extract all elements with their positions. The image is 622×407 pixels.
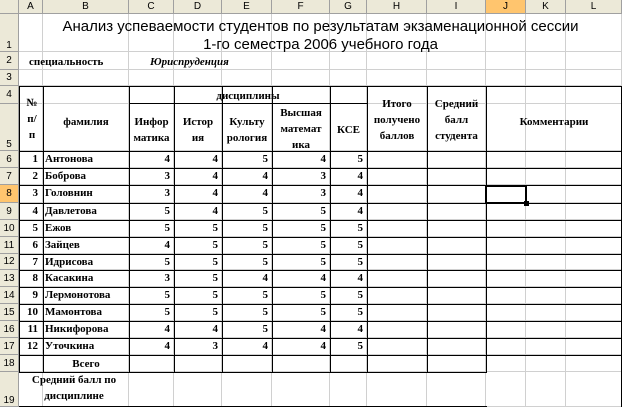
student-number: 4	[32, 205, 38, 217]
cell-i9[interactable]	[427, 203, 486, 220]
score-0: 5	[164, 222, 170, 234]
score-1: 4	[212, 187, 218, 199]
cell-j6[interactable]	[486, 151, 526, 168]
row-header-15[interactable]: 15	[0, 304, 19, 321]
cell-l16[interactable]	[566, 321, 622, 338]
column-header-l[interactable]: L	[566, 0, 622, 14]
row-header-2[interactable]: 2	[0, 52, 19, 70]
cell-i13[interactable]	[427, 270, 486, 287]
cell-d19[interactable]	[174, 372, 222, 407]
row-header-6[interactable]: 6	[0, 151, 19, 168]
column-header-d[interactable]: D	[174, 0, 222, 14]
score-1: 5	[212, 289, 218, 301]
score-4: 5	[357, 289, 363, 301]
student-name: Идрисова	[45, 256, 94, 268]
table-vline-9	[486, 86, 487, 372]
score-4: 5	[357, 153, 363, 165]
cell-b3[interactable]	[43, 70, 129, 86]
cell-j16[interactable]	[486, 321, 526, 338]
row-header-4[interactable]: 4	[0, 86, 19, 104]
row-line-14	[19, 304, 622, 305]
avg-student-header-2: студента	[435, 130, 478, 142]
student-name: Давлетова	[45, 205, 97, 217]
row-header-3[interactable]: 3	[0, 70, 19, 86]
cell-j18[interactable]	[486, 355, 526, 372]
select-all-corner[interactable]	[0, 0, 19, 14]
cell-a3[interactable]	[19, 70, 43, 86]
cell-j15[interactable]	[486, 304, 526, 321]
score-1: 5	[212, 272, 218, 284]
cell-i14[interactable]	[427, 287, 486, 304]
table-vline-8	[427, 86, 428, 372]
cell-k11[interactable]	[526, 237, 566, 254]
score-0: 3	[164, 170, 170, 182]
cell-j11[interactable]	[486, 237, 526, 254]
cell-c3[interactable]	[129, 70, 174, 86]
cell-l18[interactable]	[566, 355, 622, 372]
score-2: 5	[262, 239, 268, 251]
score-3: 5	[320, 289, 326, 301]
score-2: 4	[262, 340, 268, 352]
cell-h14[interactable]	[367, 287, 427, 304]
row-header-8[interactable]: 8	[0, 185, 19, 203]
student-name: Антонова	[45, 153, 94, 165]
subject-header-3-2: ика	[291, 139, 310, 151]
cell-k3[interactable]	[526, 70, 566, 86]
score-3: 5	[320, 239, 326, 251]
column-header-b[interactable]: B	[43, 0, 129, 14]
row-header-14[interactable]: 14	[0, 287, 19, 304]
row-header-7[interactable]: 7	[0, 168, 19, 185]
cell-j4[interactable]	[486, 86, 526, 104]
total-row-line	[19, 372, 487, 373]
student-name: Боброва	[45, 170, 87, 182]
cell-j14[interactable]	[486, 287, 526, 304]
student-number: 10	[27, 306, 38, 318]
title-line-2: 1-го семестра 2006 учебного года	[203, 36, 438, 53]
cell-k14[interactable]	[526, 287, 566, 304]
cell-j12[interactable]	[486, 254, 526, 270]
score-1: 5	[212, 306, 218, 318]
row-line-16	[19, 338, 622, 339]
cell-h18[interactable]	[367, 355, 427, 372]
score-1: 4	[212, 323, 218, 335]
student-number: 12	[27, 340, 38, 352]
cell-i18[interactable]	[427, 355, 486, 372]
score-0: 5	[164, 306, 170, 318]
student-name: Никифорова	[45, 323, 109, 335]
column-header-g[interactable]: G	[330, 0, 367, 14]
cell-i15[interactable]	[427, 304, 486, 321]
avg-discipline-label-0: Средний балл по	[31, 374, 117, 386]
cell-h15[interactable]	[367, 304, 427, 321]
disciplines-underline	[129, 103, 367, 104]
score-1: 4	[212, 170, 218, 182]
row-line-15	[19, 321, 622, 322]
cell-k13[interactable]	[526, 270, 566, 287]
cell-h6[interactable]	[367, 151, 427, 168]
cell-i8[interactable]	[427, 185, 486, 203]
row-header-13[interactable]: 13	[0, 270, 19, 287]
cell-b4[interactable]	[43, 86, 129, 104]
subject-header-2-1: рология	[226, 132, 268, 144]
column-header-a[interactable]: A	[19, 0, 43, 14]
score-2: 5	[262, 323, 268, 335]
cell-d3[interactable]	[174, 70, 222, 86]
cell-l11[interactable]	[566, 237, 622, 254]
column-header-h[interactable]: H	[367, 0, 427, 14]
cell-c19[interactable]	[129, 372, 174, 407]
column-header-k[interactable]: K	[526, 0, 566, 14]
row-header-17[interactable]: 17	[0, 338, 19, 355]
cell-h10[interactable]	[367, 220, 427, 237]
score-4: 5	[357, 222, 363, 234]
student-number: 9	[32, 289, 38, 301]
score-1: 5	[212, 256, 218, 268]
score-4: 5	[357, 256, 363, 268]
cell-j9[interactable]	[486, 203, 526, 220]
score-2: 4	[262, 187, 268, 199]
cell-d18[interactable]	[174, 355, 222, 372]
score-4: 4	[357, 205, 363, 217]
cell-f18[interactable]	[272, 355, 330, 372]
student-number: 11	[27, 323, 38, 335]
row-line-9	[19, 220, 622, 221]
student-name: Касакина	[45, 272, 94, 284]
cell-f2[interactable]	[272, 52, 330, 70]
disciplines-header: дисциплины	[216, 90, 280, 102]
cell-k15[interactable]	[526, 304, 566, 321]
row-header-18[interactable]: 18	[0, 355, 19, 372]
cell-h7[interactable]	[367, 168, 427, 185]
student-number: 3	[32, 187, 38, 199]
student-number: 6	[32, 239, 38, 251]
score-4: 4	[357, 323, 363, 335]
cell-l9[interactable]	[566, 203, 622, 220]
cell-l12[interactable]	[566, 254, 622, 270]
cell-i11[interactable]	[427, 237, 486, 254]
score-0: 4	[164, 239, 170, 251]
row-line-7	[19, 185, 622, 186]
cell-f19[interactable]	[272, 372, 330, 407]
student-number: 2	[32, 170, 38, 182]
cell-l15[interactable]	[566, 304, 622, 321]
avg-student-header-1: балл	[444, 114, 469, 126]
row-header-19[interactable]: 19	[0, 372, 19, 407]
subject-header-3-0: Высшая	[280, 107, 322, 119]
score-3: 3	[320, 170, 326, 182]
cell-l19[interactable]	[566, 372, 622, 407]
cell-i19[interactable]	[427, 372, 486, 407]
cell-l3[interactable]	[566, 70, 622, 86]
student-number: 7	[32, 256, 38, 268]
cell-h8[interactable]	[367, 185, 427, 203]
row-header-10[interactable]: 10	[0, 220, 19, 237]
cell-j19[interactable]	[486, 372, 526, 407]
cell-h5[interactable]	[367, 104, 427, 151]
score-3: 5	[320, 256, 326, 268]
cell-a18[interactable]	[19, 355, 43, 372]
row-line-11	[19, 254, 622, 255]
cell-i12[interactable]	[427, 254, 486, 270]
score-4: 5	[357, 239, 363, 251]
row-line-13	[19, 287, 622, 288]
score-2: 4	[262, 170, 268, 182]
subject-header-0-1: матика	[133, 132, 170, 144]
comments-header: Комментарии	[519, 116, 589, 128]
cell-h17[interactable]	[367, 338, 427, 355]
cell-a5[interactable]	[19, 104, 43, 151]
cell-l10[interactable]	[566, 220, 622, 237]
row-header-11[interactable]: 11	[0, 237, 19, 254]
cell-h12[interactable]	[367, 254, 427, 270]
student-name: Уточкина	[45, 340, 95, 352]
cell-e3[interactable]	[222, 70, 272, 86]
cell-g18[interactable]	[330, 355, 367, 372]
score-0: 3	[164, 187, 170, 199]
cell-i6[interactable]	[427, 151, 486, 168]
score-4: 5	[357, 306, 363, 318]
cell-j13[interactable]	[486, 270, 526, 287]
table-top-border	[19, 86, 622, 87]
score-0: 4	[164, 323, 170, 335]
student-name: Ежов	[45, 222, 72, 234]
cell-i17[interactable]	[427, 338, 486, 355]
score-1: 4	[212, 205, 218, 217]
cell-e19[interactable]	[222, 372, 272, 407]
score-4: 5	[357, 340, 363, 352]
cell-k19[interactable]	[526, 372, 566, 407]
score-3: 5	[320, 205, 326, 217]
cell-k4[interactable]	[526, 86, 566, 104]
cell-g2[interactable]	[330, 52, 367, 70]
avg-student-header-0: Средний	[434, 98, 479, 110]
cell-l13[interactable]	[566, 270, 622, 287]
cell-h19[interactable]	[367, 372, 427, 407]
cell-j10[interactable]	[486, 220, 526, 237]
score-2: 4	[262, 272, 268, 284]
score-0: 4	[164, 153, 170, 165]
avg-discipline-label-1: дисциплине	[44, 390, 104, 402]
cell-l6[interactable]	[566, 151, 622, 168]
score-0: 4	[164, 340, 170, 352]
cell-k2[interactable]	[526, 52, 566, 70]
cell-k16[interactable]	[526, 321, 566, 338]
score-1: 5	[212, 222, 218, 234]
cell-e2[interactable]	[222, 52, 272, 70]
subject-header-0-0: Инфор	[134, 116, 169, 128]
num-header-1: п/	[27, 113, 37, 125]
cell-l2[interactable]	[566, 52, 622, 70]
score-0: 5	[164, 256, 170, 268]
cell-l4[interactable]	[566, 86, 622, 104]
cell-l17[interactable]	[566, 338, 622, 355]
selected-cell-j8[interactable]	[485, 185, 527, 204]
cell-h3[interactable]	[367, 70, 427, 86]
student-name: Лермонотова	[45, 289, 111, 301]
fill-handle[interactable]	[524, 201, 529, 206]
column-header-e[interactable]: E	[222, 0, 272, 14]
score-3: 4	[320, 340, 326, 352]
cell-h16[interactable]	[367, 321, 427, 338]
title-line-1: Анализ успеваемости студентов по результатам экзаменационной сессии	[62, 18, 579, 35]
score-3: 5	[320, 222, 326, 234]
subject-header-1-1: ия	[191, 132, 205, 144]
cell-l14[interactable]	[566, 287, 622, 304]
score-3: 3	[320, 187, 326, 199]
row-header-16[interactable]: 16	[0, 321, 19, 338]
table-vline-1	[43, 86, 44, 372]
score-4: 4	[357, 170, 363, 182]
cell-h13[interactable]	[367, 270, 427, 287]
surname-header: фамилия	[63, 116, 109, 128]
cell-h11[interactable]	[367, 237, 427, 254]
cell-i5[interactable]	[427, 104, 486, 151]
row-line-10	[19, 237, 622, 238]
score-2: 5	[262, 153, 268, 165]
row-line-6	[19, 168, 622, 169]
cell-i3[interactable]	[427, 70, 486, 86]
score-2: 5	[262, 256, 268, 268]
cell-e18[interactable]	[222, 355, 272, 372]
cell-k7[interactable]	[526, 168, 566, 185]
cell-f3[interactable]	[272, 70, 330, 86]
table-vline-7	[367, 86, 368, 372]
cell-k9[interactable]	[526, 203, 566, 220]
score-3: 4	[320, 323, 326, 335]
score-0: 3	[164, 272, 170, 284]
cell-j17[interactable]	[486, 338, 526, 355]
column-header-f[interactable]: F	[272, 0, 330, 14]
cell-i10[interactable]	[427, 220, 486, 237]
score-3: 4	[320, 153, 326, 165]
cell-k6[interactable]	[526, 151, 566, 168]
row-line-8	[19, 203, 622, 204]
subject-header-4-0: КСЕ	[337, 124, 360, 136]
cell-i16[interactable]	[427, 321, 486, 338]
student-name: Мамонтова	[45, 306, 102, 318]
num-header-2: п	[28, 129, 36, 141]
cell-k8[interactable]	[526, 185, 566, 203]
score-0: 5	[164, 205, 170, 217]
cell-l7[interactable]	[566, 168, 622, 185]
total-header-2: баллов	[379, 130, 415, 142]
row-header-9[interactable]: 9	[0, 203, 19, 220]
score-0: 5	[164, 289, 170, 301]
cell-k10[interactable]	[526, 220, 566, 237]
cell-i7[interactable]	[427, 168, 486, 185]
cell-l8[interactable]	[566, 185, 622, 203]
student-name: Головнин	[45, 187, 93, 199]
cell-k17[interactable]	[526, 338, 566, 355]
subject-header-3-1: математ	[280, 123, 322, 135]
row-header-5[interactable]: 5	[0, 104, 19, 151]
cell-j3[interactable]	[486, 70, 526, 86]
score-3: 5	[320, 306, 326, 318]
specialty-value: Юриспруденция	[150, 56, 229, 68]
score-4: 4	[357, 187, 363, 199]
subject-header-2-0: Культу	[229, 116, 265, 128]
specialty-label: специальность	[29, 56, 104, 68]
row-line-17	[19, 355, 622, 356]
student-number: 5	[32, 222, 38, 234]
total-label: Всего	[72, 358, 100, 370]
subject-header-1-0: Истор	[182, 116, 214, 128]
score-1: 4	[212, 153, 218, 165]
column-header-i[interactable]: I	[427, 0, 486, 14]
student-number: 8	[32, 272, 38, 284]
header-bottom-border	[19, 151, 622, 152]
score-2: 5	[262, 205, 268, 217]
cell-j2[interactable]	[486, 52, 526, 70]
score-3: 4	[320, 272, 326, 284]
column-header-c[interactable]: C	[129, 0, 174, 14]
row-header-1[interactable]: 1	[0, 14, 19, 52]
score-1: 3	[212, 340, 218, 352]
cell-g3[interactable]	[330, 70, 367, 86]
student-number: 1	[32, 153, 38, 165]
cell-k18[interactable]	[526, 355, 566, 372]
total-header-0: Итого	[382, 98, 412, 110]
cell-i2[interactable]	[427, 52, 486, 70]
row-line-12	[19, 270, 622, 271]
score-1: 5	[212, 239, 218, 251]
cell-h9[interactable]	[367, 203, 427, 220]
num-header-0: №	[26, 97, 38, 109]
cell-c18[interactable]	[129, 355, 174, 372]
row-header-12[interactable]: 12	[0, 254, 19, 270]
score-2: 5	[262, 306, 268, 318]
score-4: 4	[357, 272, 363, 284]
score-2: 5	[262, 222, 268, 234]
cell-j7[interactable]	[486, 168, 526, 185]
score-2: 5	[262, 289, 268, 301]
student-name: Зайцев	[45, 239, 80, 251]
cell-h2[interactable]	[367, 52, 427, 70]
total-header-1: получено	[373, 114, 421, 126]
cell-k12[interactable]	[526, 254, 566, 270]
column-header-j[interactable]: J	[486, 0, 526, 14]
cell-g19[interactable]	[330, 372, 367, 407]
